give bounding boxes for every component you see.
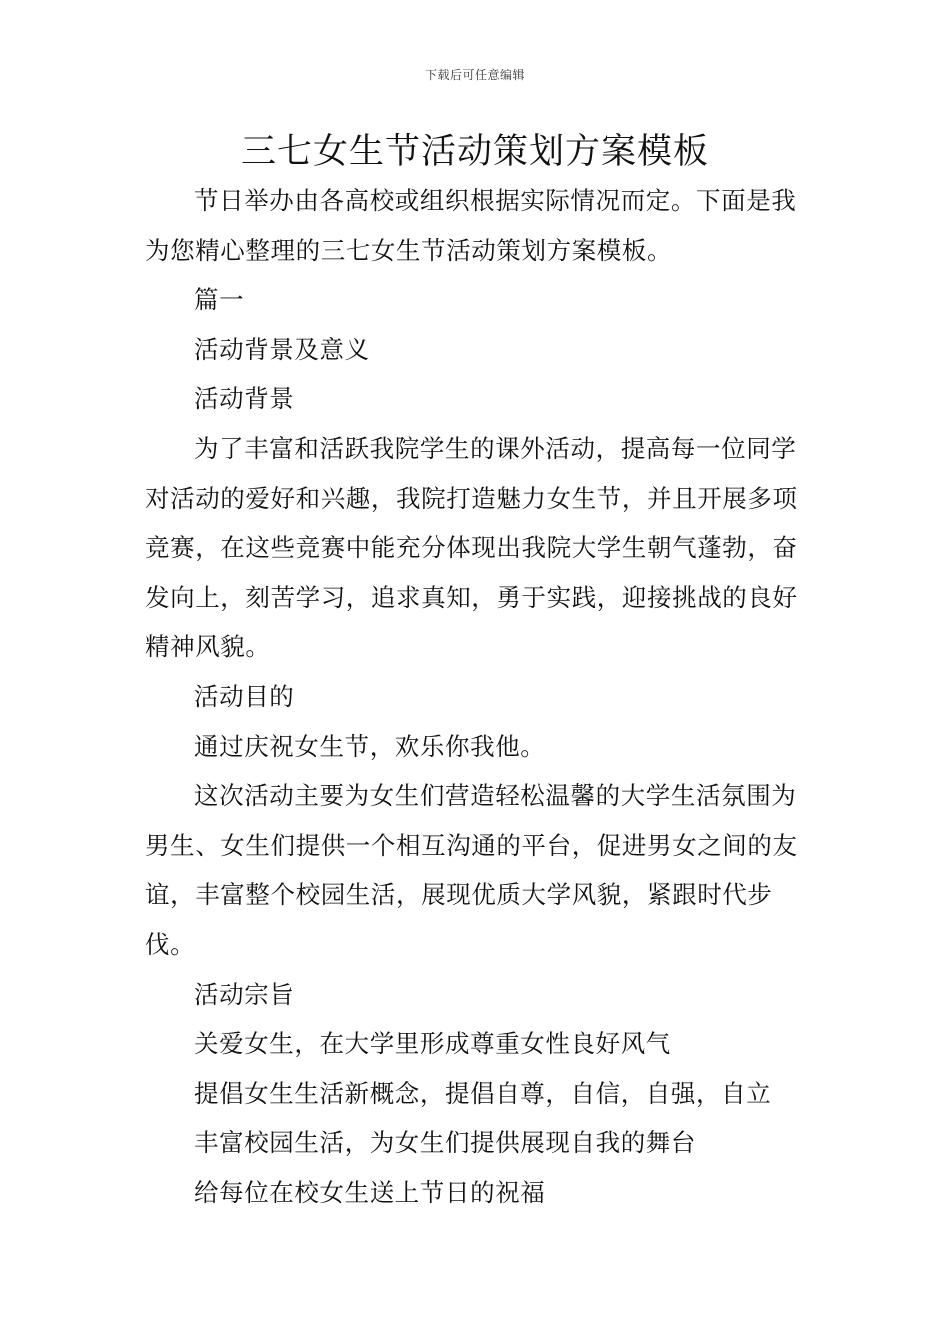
document-body xyxy=(145,176,807,1217)
section-label: 篇一 xyxy=(194,285,245,315)
document-title: 三七女生节活动策划方案模板 xyxy=(240,132,709,172)
header-note: 下载后可任意编辑 xyxy=(424,68,525,82)
subsection-heading: 活动背景 xyxy=(194,384,295,414)
intro-paragraph: 节日举办由各高校或组织根据实际情况而定。下面是我为您精心整理的三七女生节活动策划方案模板。 xyxy=(145,186,797,265)
body-paragraph: 这次活动主要为女生们营造轻松温馨的大学生活氛围为男生、女生们提供一个相互沟通的平台，促进男女之间的友谊，丰富整个校园生活，展现优质大学风貌，紧跟时代步伐。 xyxy=(145,781,798,959)
list-item: 给每位在校女生送上节日的祝福 xyxy=(194,1177,546,1207)
list-item: 提倡女生生活新概念，提倡自尊，自信，自强，自立 xyxy=(194,1078,772,1108)
subsection-heading: 活动目的 xyxy=(194,681,295,711)
body-paragraph: 通过庆祝女生节，欢乐你我他。 xyxy=(194,731,546,761)
list-item: 关爱女生，在大学里形成尊重女性良好风气 xyxy=(194,1029,671,1059)
body-paragraph: 为了丰富和活跃我院学生的课外活动，提高每一位同学对活动的爱好和兴趣，我院打造魅力女生节，并且开展多项竞赛，在这些竞赛中能充分体现出我院大学生朝气蓬勃，奋发向上，刻苦学习，追求真知，勇于实践，迎接挑战的良好精神风貌。 xyxy=(145,433,798,662)
list-item: 丰富校园生活，为女生们提供展现自我的舞台 xyxy=(194,1128,696,1158)
section-heading: 活动背景及意义 xyxy=(194,334,370,364)
subsection-heading: 活动宗旨 xyxy=(194,979,295,1009)
